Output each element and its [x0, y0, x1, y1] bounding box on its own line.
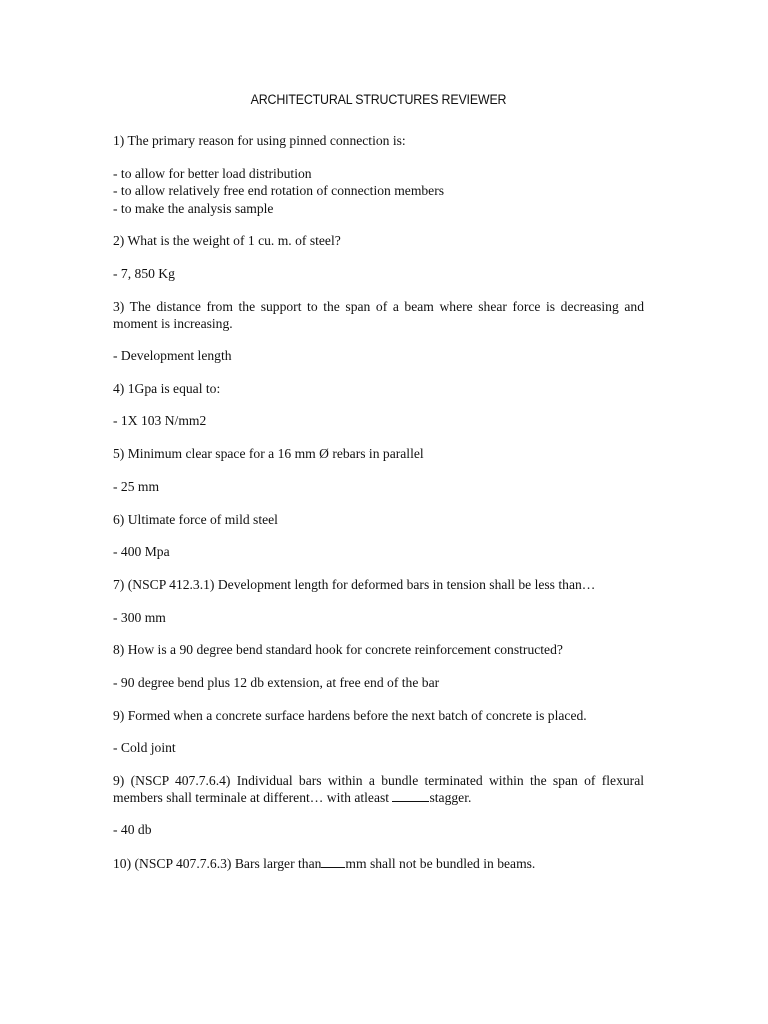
question-7: 7) (NSCP 412.3.1) Development length for deformed bars in tension shall be less than…: [113, 577, 596, 592]
answer-9b: - 40 db: [113, 822, 152, 837]
question-1: 1) The primary reason for using pinned connection is:: [113, 133, 406, 148]
question-9b: [113, 772, 644, 806]
question-3: 3) The distance from the support to the span of a beam where shear force is decreasing and moment is increasing.: [113, 299, 644, 331]
document-title: ARCHITECTURAL STRUCTURES REVIEWER: [250, 92, 507, 107]
fill-in-blank: [392, 789, 429, 802]
q1-option-3: - to make the analysis sample: [113, 201, 274, 216]
answer-7: - 300 mm: [113, 610, 166, 625]
q1-option-1: - to allow for better load distribution: [113, 166, 312, 181]
question-5: 5) Minimum clear space for a 16 mm Ø rebars in parallel: [113, 446, 424, 461]
question-10-text-end: mm shall not be bundled in beams.: [345, 856, 536, 871]
q1-option-2: - to allow relatively free end rotation of connection members: [113, 183, 445, 198]
question-10: [113, 855, 535, 872]
question-9b-text: 9) (NSCP 407.7.6.4) Individual bars within a bundle terminated within the span of flexural members shall terminale at different… with atleast: [113, 773, 644, 805]
answer-8: - 90 degree bend plus 12 db extension, at free end of the bar: [113, 675, 440, 690]
answer-4: - 1X 103 N/mm2: [113, 413, 207, 428]
question-8: 8) How is a 90 degree bend standard hook for concrete reinforcement constructed?: [113, 642, 563, 657]
question-6: 6) Ultimate force of mild steel: [113, 512, 278, 527]
answer-2: - 7, 850 Kg: [113, 266, 175, 281]
answer-3: - Development length: [113, 348, 232, 363]
question-4: 4) 1Gpa is equal to:: [113, 381, 221, 396]
question-2: 2) What is the weight of 1 cu. m. of steel?: [113, 233, 341, 248]
answer-6: - 400 Mpa: [113, 544, 170, 559]
question-9a: 9) Formed when a concrete surface hardens before the next batch of concrete is placed.: [113, 708, 587, 723]
answer-9a: - Cold joint: [113, 740, 176, 755]
question-9b-text-end: stagger.: [429, 790, 472, 805]
answer-5: - 25 mm: [113, 479, 160, 494]
question-10-text: 10) (NSCP 407.7.6.3) Bars larger than: [113, 856, 322, 871]
fill-in-blank: [321, 855, 345, 868]
